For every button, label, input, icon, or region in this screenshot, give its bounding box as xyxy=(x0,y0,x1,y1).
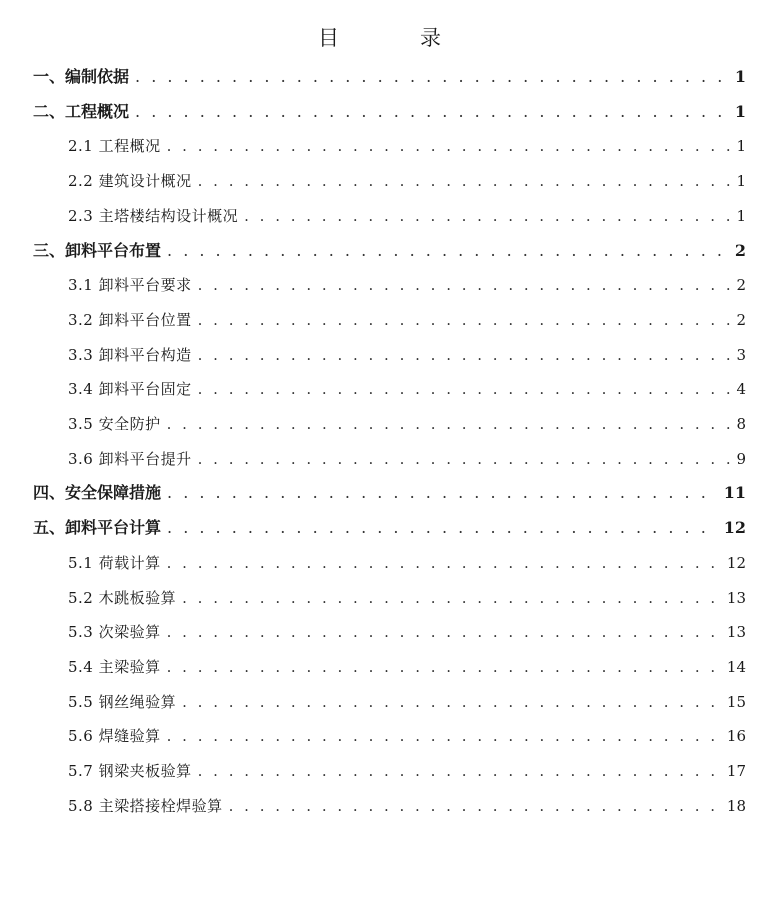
toc-entry[interactable] xyxy=(33,236,746,266)
toc-entry[interactable] xyxy=(68,617,746,647)
dot-leader xyxy=(198,340,731,370)
dot-leader xyxy=(167,478,718,508)
toc-entry[interactable] xyxy=(68,131,746,161)
toc-entry[interactable] xyxy=(68,374,746,404)
dot-leader xyxy=(135,97,729,127)
toc-entry[interactable] xyxy=(68,721,746,751)
dot-leader xyxy=(167,652,721,682)
toc-entry-page-number: 3 xyxy=(736,345,746,364)
toc-entry-page-number: 1 xyxy=(734,67,746,86)
dot-leader xyxy=(198,305,731,335)
dot-leader xyxy=(198,270,731,300)
toc-entry-page-number: 2 xyxy=(734,240,746,260)
toc-entry-label: 3.1 卸料平台要求 xyxy=(68,276,192,295)
toc-entry-label: 5.4 主梁验算 xyxy=(68,657,161,676)
dot-leader xyxy=(135,62,729,92)
toc-entry[interactable] xyxy=(68,791,746,821)
dot-leader xyxy=(244,201,730,231)
dot-leader xyxy=(167,236,729,266)
dot-leader xyxy=(198,756,721,786)
dot-leader xyxy=(182,583,721,613)
toc-entry-page-number: 16 xyxy=(726,727,746,746)
dot-leader xyxy=(229,791,721,821)
toc-entry[interactable] xyxy=(68,652,746,682)
toc-entry-page-number: 1 xyxy=(734,101,746,121)
toc-entry-page-number: 4 xyxy=(736,380,746,399)
toc-entry-label: 2.1 工程概况 xyxy=(68,137,161,156)
toc-entry-label: 3.3 卸料平台构造 xyxy=(68,345,192,364)
dot-leader xyxy=(198,444,731,474)
toc-entry-page-number: 11 xyxy=(723,483,746,503)
toc-entry[interactable] xyxy=(68,409,746,439)
toc-entry[interactable] xyxy=(68,687,746,717)
toc-entry[interactable] xyxy=(68,444,746,474)
dot-leader xyxy=(198,166,731,196)
toc-entry-label: 5.5 钢丝绳验算 xyxy=(68,692,177,711)
toc-title: 目 录 xyxy=(318,26,471,50)
toc-entry-label: 5.6 焊缝验算 xyxy=(68,727,161,746)
toc-entry-label: 三、卸料平台布置 xyxy=(33,240,162,260)
dot-leader xyxy=(167,721,721,751)
dot-leader xyxy=(167,513,718,543)
toc-entry-label: 五、卸料平台计算 xyxy=(33,518,162,538)
toc-entry[interactable] xyxy=(68,340,746,370)
toc-entry[interactable] xyxy=(68,756,746,786)
toc-entry-page-number: 1 xyxy=(736,206,746,225)
toc-entry-page-number: 18 xyxy=(726,796,746,815)
toc-entry[interactable] xyxy=(33,62,746,92)
toc-entry[interactable] xyxy=(33,478,746,508)
toc-entry-page-number: 13 xyxy=(726,623,746,642)
toc-entry[interactable] xyxy=(68,548,746,578)
toc-entry-page-number: 2 xyxy=(736,276,746,295)
toc-entry[interactable] xyxy=(33,513,746,543)
toc-entry-label: 2.3 主塔楼结构设计概况 xyxy=(68,206,239,225)
toc-entry[interactable] xyxy=(68,166,746,196)
toc-entry-label: 二、工程概况 xyxy=(33,101,130,121)
dot-leader xyxy=(167,409,731,439)
toc-entry[interactable] xyxy=(33,97,746,127)
toc-entry-label: 一、编制依据 xyxy=(33,67,130,86)
toc-entry-label: 5.8 主梁搭接栓焊验算 xyxy=(68,796,223,815)
toc-entry-label: 3.4 卸料平台固定 xyxy=(68,380,192,399)
toc-entry-page-number: 1 xyxy=(736,137,746,156)
toc-entry[interactable] xyxy=(68,583,746,613)
dot-leader xyxy=(167,548,721,578)
toc-entry-label: 四、安全保障措施 xyxy=(33,483,162,503)
toc-entry-page-number: 13 xyxy=(726,588,746,607)
toc-entry[interactable] xyxy=(68,270,746,300)
toc-entry-page-number: 12 xyxy=(726,553,746,572)
toc-entry-page-number: 9 xyxy=(736,449,746,468)
toc-entry-label: 3.6 卸料平台提升 xyxy=(68,449,192,468)
toc-entry-page-number: 2 xyxy=(736,310,746,329)
dot-leader xyxy=(167,617,721,647)
toc-entry-label: 5.3 次梁验算 xyxy=(68,623,161,642)
toc-entry-label: 5.7 钢梁夹板验算 xyxy=(68,762,192,780)
toc-entry-page-number: 12 xyxy=(723,518,746,538)
toc-entry-page-number: 8 xyxy=(736,415,746,433)
toc-entry-label: 5.2 木跳板验算 xyxy=(68,588,177,607)
toc-entry-page-number: 1 xyxy=(736,172,746,191)
toc-entry[interactable] xyxy=(68,201,746,231)
toc-entry-label: 2.2 建筑设计概况 xyxy=(68,172,192,191)
toc-entry-page-number: 17 xyxy=(726,762,746,780)
dot-leader xyxy=(198,374,731,404)
toc-entry-label: 3.2 卸料平台位置 xyxy=(68,310,192,329)
dot-leader xyxy=(182,687,721,717)
toc-entry-page-number: 14 xyxy=(726,657,746,676)
dot-leader xyxy=(167,131,731,161)
toc-entry-label: 5.1 荷载计算 xyxy=(68,553,161,572)
toc-entry-page-number: 15 xyxy=(726,692,746,711)
toc-entry-label: 3.5 安全防护 xyxy=(68,415,161,433)
toc-entry[interactable] xyxy=(68,305,746,335)
